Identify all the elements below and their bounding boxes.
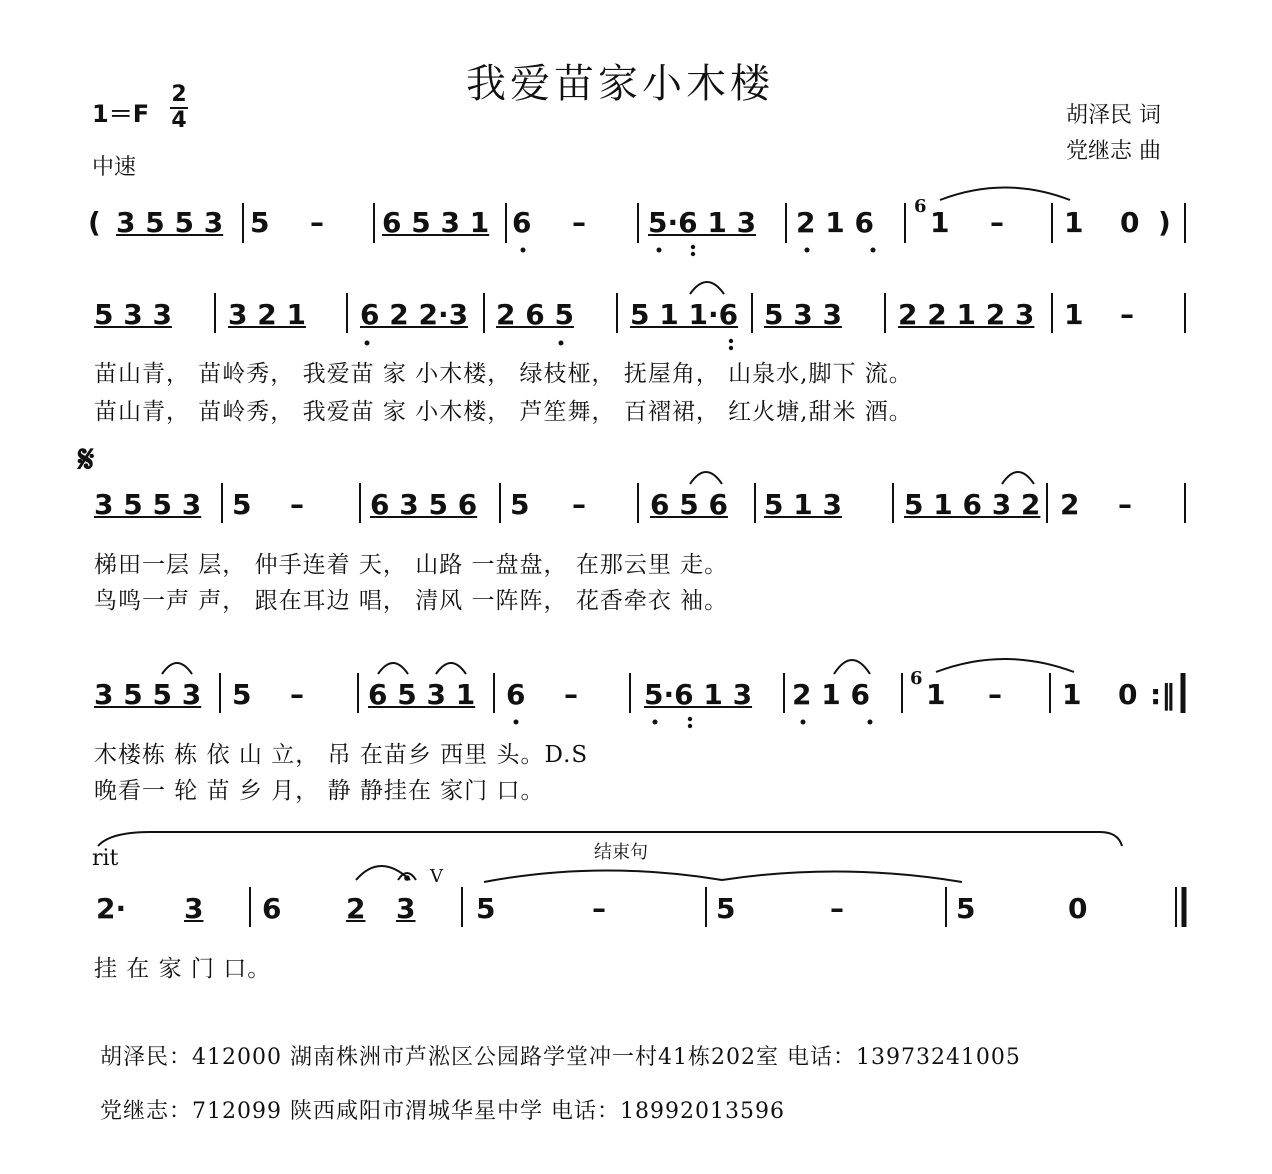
note-group: 0 — [1068, 892, 1088, 925]
note-group: ) — [1158, 206, 1171, 239]
note-group: 1 — [1064, 206, 1084, 239]
note-group: 6 — [262, 892, 282, 925]
note-group: 5 — [250, 206, 270, 239]
note-group: 2· — [96, 892, 127, 925]
segno-sign: 𝄋 — [78, 436, 95, 481]
lyric-verse-2: 晚看一 轮 苗 乡 月， 静 静挂在 家门 口。 — [94, 778, 545, 804]
note-group: 3 — [184, 892, 204, 925]
lyric-verse-1: 苗山青， 苗岭秀， 我爱苗 家 小木楼， 绿枝桠， 抚屋角， 山泉水,脚下 流。 — [94, 361, 913, 387]
dash: – — [1120, 298, 1134, 331]
note-group: 2 6 5 — [496, 298, 574, 331]
note-group: 3 2 1 — [228, 298, 306, 331]
note-group: 2 1 6 — [792, 678, 870, 711]
note-group: 1 — [926, 678, 946, 711]
dash: – — [290, 678, 304, 711]
note-group: 5 3 3 — [764, 298, 842, 331]
key-signature: 1＝F — [92, 100, 150, 128]
note-group: 5 1 3 — [764, 488, 842, 521]
note-group: 1 — [930, 206, 950, 239]
note-group: 5 — [510, 488, 530, 521]
grace-note: 6 — [914, 196, 927, 217]
note-group: 1 — [1064, 298, 1084, 331]
note-group: 1 — [1062, 678, 1082, 711]
tempo-marking: 中速 — [92, 155, 137, 180]
note-group: 6 5 6 — [650, 488, 728, 521]
note-group: 6 — [506, 678, 526, 711]
dash: – — [990, 206, 1004, 239]
note-group: 6 2 2·3 — [360, 298, 469, 331]
note-group: 6 3 5 6 — [370, 488, 478, 521]
contact-lyricist: 胡泽民：412000 湖南株洲市芦淞区公园路学堂冲一村41栋202室 电话：13973241005 — [100, 1045, 1021, 1070]
dash: – — [572, 488, 586, 521]
note-group: 5 — [956, 892, 976, 925]
note-group: 5 1 6 3 2 — [904, 488, 1041, 521]
note-group: 5·6 1 3 — [648, 206, 757, 239]
repeat-sign: :‖ — [1150, 678, 1176, 711]
note-group: 5·6 1 3 — [644, 678, 753, 711]
lyric-verse-2: 苗山青， 苗岭秀， 我爱苗 家 小木楼， 芦笙舞， 百褶裙， 红火塘,甜米 酒。 — [94, 399, 913, 425]
grace-note: 6 — [910, 668, 923, 689]
note-group: ( — [88, 206, 101, 239]
note-group: 0 — [1120, 206, 1140, 239]
lyricist: 胡泽民 词 — [1066, 103, 1161, 128]
dash: – — [564, 678, 578, 711]
rit-marking: rit — [92, 846, 119, 871]
breath-mark: V — [430, 866, 443, 887]
note-group: 5 — [232, 678, 252, 711]
note-group: 3 5 5 3 — [94, 678, 202, 711]
dash: – — [290, 488, 304, 521]
time-signature-bottom: 4 — [171, 108, 187, 133]
note-group: 2 — [346, 892, 366, 925]
note-group: 3 5 5 3 — [116, 206, 224, 239]
lyric-verse-1: 挂 在 家 门 口。 — [94, 956, 272, 982]
note-group: 6 5 3 1 — [382, 206, 490, 239]
time-signature-top: 2 — [171, 82, 187, 107]
note-group: 5 1 1·6 — [630, 298, 739, 331]
note-group: 3 5 5 3 — [94, 488, 202, 521]
composer: 党继志 曲 — [1066, 139, 1161, 164]
note-group: 5 — [232, 488, 252, 521]
lyric-verse-1: 梯田一层 层， 仲手连着 天， 山路 一盘盘， 在那云里 走。 — [94, 552, 729, 578]
note-group: 2 — [1060, 488, 1080, 521]
note-group: 6 — [512, 206, 532, 239]
dash: – — [310, 206, 324, 239]
note-group: 5 — [476, 892, 496, 925]
note-group: 5 — [716, 892, 736, 925]
lyric-verse-1: 木楼栋 栋 依 山 立， 吊 在苗乡 西里 头。D.S — [94, 742, 589, 768]
dash: – — [592, 892, 606, 925]
lyric-verse-2: 鸟鸣一声 声， 跟在耳边 唱， 清风 一阵阵， 花香牵衣 袖。 — [94, 588, 729, 614]
note-group: 0 — [1118, 678, 1138, 711]
note-group: 2 1 6 — [796, 206, 874, 239]
note-group: 3 — [396, 892, 416, 925]
contact-composer: 党继志：712099 陕西咸阳市渭城华星中学 电话：18992013596 — [100, 1099, 785, 1124]
song-title: 我爱苗家小木楼 — [466, 61, 774, 107]
dash: – — [1118, 488, 1132, 521]
dash: – — [572, 206, 586, 239]
ending-phrase-label: 结束句 — [594, 842, 648, 863]
note-group: 2 2 1 2 3 — [898, 298, 1035, 331]
dash: – — [988, 678, 1002, 711]
note-group: 5 3 3 — [94, 298, 172, 331]
note-group: 6 5 3 1 — [368, 678, 476, 711]
dash: – — [830, 892, 844, 925]
